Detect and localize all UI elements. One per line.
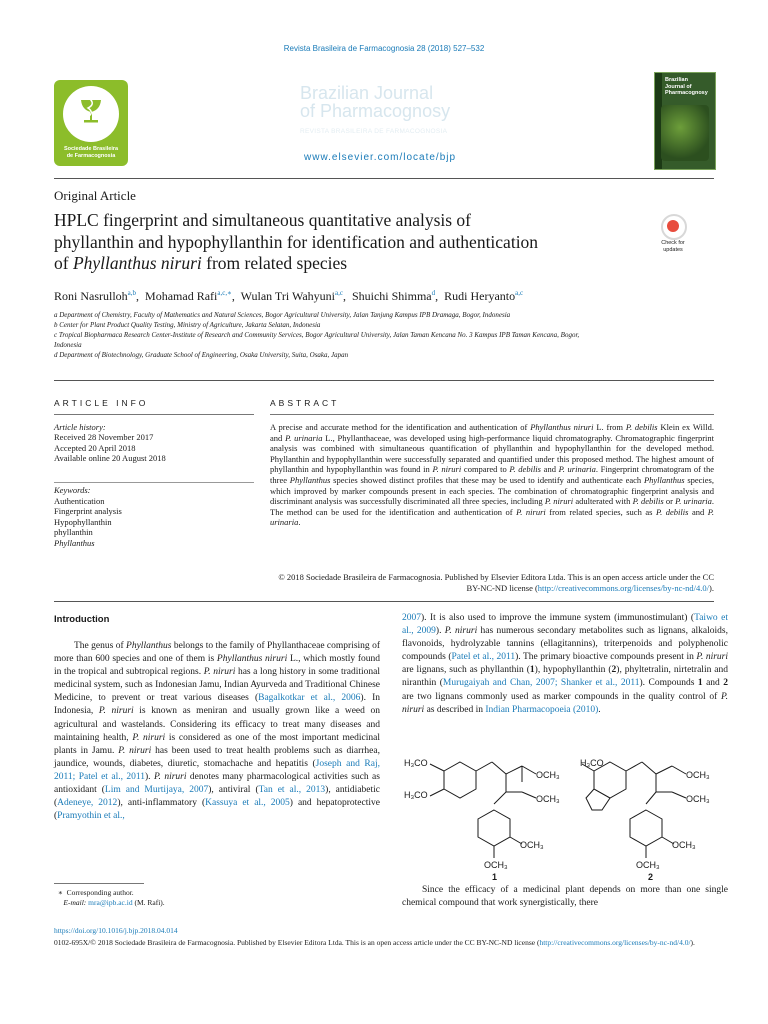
- title-line: HPLC fingerprint and simultaneous quantitative analysis of: [54, 210, 472, 230]
- pharmacy-cup-icon: [76, 96, 106, 126]
- affiliation: Indonesia: [54, 341, 82, 349]
- author-link[interactable]: Rudi Heryanto$^{a,c}$: [444, 289, 524, 303]
- text-run: P. debilis: [655, 506, 689, 517]
- text-run: ), phyltetralin, nirtetralin and niranthin (: [402, 665, 728, 689]
- body-paragraph: [402, 884, 728, 910]
- text-run: 2: [611, 665, 617, 676]
- body-paragraph: [54, 640, 380, 823]
- license-statement: 0102-695X/© 2018 Sociedade Brasileira de Farmacognosia. Published by Elsevier Editora Ltda. This is an open access article under the CC BY-NC-ND license (http://creativecommons.org/licenses/by-nc-nd/4.0/).: [54, 938, 695, 947]
- chemical-structures-figure: [402, 752, 728, 882]
- citation-link[interactable]: 2007: [402, 613, 421, 623]
- affiliation: d Department of Biotechnology, Graduate School of Engineering, Osaka University, Suita, Osaka, Japan: [54, 351, 349, 359]
- doi-link[interactable]: https://doi.org/10.1016/j.bjp.2018.04.014: [54, 926, 178, 935]
- author-list: Roni Nasrulloh$^{a,b}$, Mohamad Rafi$^{a,c,∗}$, Wulan Tri Wahyuni$^{a,c}$, Shuichi Shimma$^d$, Rudi Heryanto$^{a,c}$: [54, 289, 524, 303]
- text-run: P. niruri: [696, 652, 728, 663]
- structure-label: OCH₃: [686, 794, 710, 804]
- keyword: Fingerprint analysis: [54, 506, 122, 516]
- text-run: ), antidiabetic (: [54, 785, 380, 809]
- text-run: P. niruri: [118, 745, 152, 756]
- citation-link[interactable]: Lim and Murtijaya, 2007: [104, 785, 209, 796]
- text-run: L., which mostly found in the tropical and subtropical regions.: [54, 654, 380, 678]
- text-run: P. niruri: [203, 667, 236, 678]
- text-run: ).: [435, 626, 445, 637]
- history-item: Accepted 20 April 2018: [54, 442, 136, 453]
- text-run: adulterated with: [573, 496, 633, 507]
- text-run: . The method can be used for the identification and authentication of: [270, 496, 714, 517]
- keyword: Phyllanthus: [54, 537, 95, 548]
- text-run: .: [598, 704, 601, 715]
- text-run: L. from: [593, 422, 626, 432]
- text-run: and: [702, 678, 724, 689]
- text-run: compared to: [461, 464, 510, 475]
- text-run: are lignans, such as phyllanthin (: [402, 665, 530, 676]
- text-run: P. niruri: [98, 706, 134, 717]
- text-run: from related species, such as: [545, 506, 656, 517]
- abstract-copyright: © 2018 Sociedade Brasileira de Farmacognosia. Published by Elsevier Editora Ltda. This is an open access article under the CC BY-NC-ND license (http://creativecommons.org/licenses/by-nc-nd/4.0/).: [278, 572, 714, 593]
- keyword: phyllanthin: [54, 527, 93, 537]
- section-heading-introduction: Introduction: [54, 614, 110, 625]
- keywords: [54, 485, 254, 548]
- title-line: phyllanthin and hypophyllanthin for identification and authentication: [54, 231, 539, 252]
- check-for-updates-button[interactable]: Check for updates: [656, 214, 690, 256]
- divider: [54, 883, 144, 884]
- email-link[interactable]: mra@ipb.ac.id: [88, 898, 133, 907]
- affiliation: c Tropical Biopharmaca Research Center-Institute of Research and Community Services, Bogor Agricultural University, Jalan Taman Kencana No. 3 Kampus IPB Taman Kencana, Bogor,: [54, 331, 580, 339]
- text-run: has numerous secondary metabolites such as lignans, alkaloids, flavonoids, hydrolyzable tannins (ellagitannins), triterpenoids and polyphenolic compounds (: [402, 626, 728, 663]
- history-item: Available online 20 August 2018: [54, 452, 166, 463]
- text-run: is considered as one of the most important medicinal plants in Jamu.: [54, 732, 380, 756]
- text-run: has a long history in some traditional medicinal system, such as Indonesian Jamu, Indian Ayurveda and Traditional Chinese Medicine, to prevent or treat various diseases (: [54, 667, 380, 704]
- journal-cover-image[interactable]: [654, 72, 716, 170]
- compound-number: 1: [492, 872, 498, 882]
- citation-link[interactable]: Joseph and Raj, 2011; Patel et al., 2011: [54, 758, 380, 782]
- text-run: ).: [145, 771, 154, 782]
- cover-title-line: Journal of: [665, 83, 692, 90]
- text-run: ). It is also used to improve the immune system (immunostimulant) (: [421, 613, 695, 623]
- citation-link[interactable]: Pramyothin et al.,: [57, 811, 125, 822]
- text-run: denotes many pharmacological activities such as antioxidant (: [54, 771, 380, 796]
- text-run: L., Phyllanthaceae, was developed using high-performance liquid chromatography. Chromatographic fingerprint analysis was combined with simultaneous quantification of phyllanthin and hypophyllanthin for the developed method. Phyllanthin and hypophyllanthin were successfully separated and quantified under this proposed method. The highest amount of phyllanthin and hypophyllanthin was found in: [270, 432, 714, 475]
- journal-title: [300, 84, 450, 120]
- article-type: Original Article: [54, 188, 136, 203]
- text-run: P. niruri: [402, 691, 728, 715]
- bookmark-icon: [667, 220, 679, 232]
- text-run: P. niruri: [132, 732, 166, 743]
- structure-label: OCH₃: [536, 770, 560, 780]
- text-run: Since the efficacy of a medicinal plant depends on more than one single chemical compound that work synergistically, there: [402, 885, 728, 909]
- citation-link[interactable]: Kassuya et al., 2005: [205, 798, 290, 809]
- license-link[interactable]: http://creativecommons.org/licenses/by-nc-nd/4.0/: [537, 582, 710, 593]
- text-run: Klein ex Willd. and: [270, 422, 715, 443]
- cover-title-line: Pharmacognosy: [665, 90, 708, 96]
- corresponding-author-footnote: ∗ Corresponding author. E-mail: mra@ipb.ac.id (M. Rafi).: [57, 888, 165, 907]
- text-run: The genus of: [74, 641, 127, 651]
- text-run: Phyllanthus niruri: [530, 422, 594, 432]
- structure-label: H₃CO: [580, 758, 604, 768]
- citation-link[interactable]: Indian Pharmacopoeia (2010): [485, 704, 599, 715]
- divider: [54, 482, 254, 483]
- keywords-label: Keywords:: [54, 485, 91, 495]
- text-run: ). The primary bioactive compounds present in: [515, 652, 697, 663]
- author-link[interactable]: Shuichi Shimma$^d$: [351, 289, 436, 303]
- text-run: Phyllanthus: [289, 474, 331, 485]
- title-line: of Phyllanthus niruri from related species: [54, 253, 348, 273]
- text-run: A precise and accurate method for the identification and authentication of: [270, 422, 531, 432]
- text-run: Phyllanthus niruri: [216, 654, 288, 665]
- structure-label: OCH₃: [536, 794, 560, 804]
- divider: [54, 601, 714, 602]
- divider: [54, 380, 714, 381]
- affiliations: [54, 310, 714, 360]
- text-run: ). In Indonesia,: [54, 693, 381, 717]
- text-run: P. debilis: [625, 422, 658, 432]
- text-run: has been used to treat health problems such as diarrhea, jaundice, wounds, diabetes, diuretic, stomachache and hepatitis (: [54, 745, 380, 769]
- text-run: ), hypophyllanthin (: [534, 665, 612, 676]
- structure-label: OCH₃: [686, 770, 710, 780]
- society-logo: [54, 80, 128, 166]
- text-run: is known as meniran and usually grown like a weed on agricultural and wastelands. Considering its efficacy to treat many diseases and maintaining health,: [54, 706, 380, 743]
- citation-link[interactable]: Murugaiyah and Chan, 2007; Shanker et al., 2011: [442, 678, 640, 689]
- history-label: Article history:: [54, 422, 106, 432]
- body-paragraph: [402, 612, 728, 717]
- text-run: P. niruri: [516, 506, 546, 517]
- text-run: P. niruri: [444, 626, 478, 637]
- text-run: . Fingerprint chromatogram of the three: [270, 464, 715, 485]
- compound-number: 2: [648, 872, 654, 882]
- affiliation: b Center for Plant Product Quality Testing, Ministry of Agriculture, Jakarta Selatan, Indonesia: [54, 321, 321, 329]
- abstract-text: [270, 422, 714, 528]
- citation-link[interactable]: Bagalkotkar et al., 2006: [258, 693, 361, 704]
- text-run: .: [298, 517, 301, 528]
- journal-url-link[interactable]: www.elsevier.com/locate/bjp: [304, 152, 457, 163]
- text-run: P. urinaria: [675, 496, 712, 507]
- society-name-line: Sociedade Brasileira: [63, 146, 119, 152]
- text-run: 2: [723, 678, 728, 689]
- journal-citation[interactable]: Revista Brasileira de Farmacognosia 28 (2018) 527–532: [283, 44, 485, 53]
- text-run: belongs to the family of Phyllanthaceae comprising of more than 600 species and one of them is: [54, 641, 380, 665]
- society-name-line: de Farmacognosia: [66, 153, 116, 159]
- cover-title-line: Brazilian: [665, 77, 688, 83]
- text-run: ), anti-inflammatory (: [117, 798, 206, 809]
- article-history: [54, 422, 254, 463]
- journal-title-line: Brazilian Journal: [300, 83, 434, 103]
- journal-title-line: of Pharmacognosy: [300, 101, 451, 121]
- text-run: P. urinaria: [558, 464, 596, 475]
- text-run: ). Compounds: [639, 678, 698, 689]
- structure-label: H₃CO: [404, 790, 428, 800]
- text-run: are two lignans commonly used as marker compounds in the quality control of: [402, 691, 722, 702]
- text-run: P. niruri: [153, 771, 187, 782]
- citation-link[interactable]: Tan et al., 2013: [258, 785, 326, 796]
- text-run: Phyllanthus: [643, 474, 685, 485]
- text-run: P. urinaria: [285, 432, 323, 443]
- history-item: Received 28 November 2017: [54, 432, 154, 443]
- divider: [54, 414, 254, 415]
- text-run: and: [688, 506, 708, 517]
- text-run: species showed distinct profiles that these may be used to identify and authenticate each: [330, 474, 644, 485]
- text-run: P. urinaria: [270, 506, 715, 528]
- text-run: ), antiviral (: [208, 785, 259, 796]
- citation-link[interactable]: Taiwo et al., 2009: [402, 613, 728, 637]
- divider: [270, 414, 714, 415]
- affiliation: a Department of Chemistry, Faculty of Mathematics and Natural Sciences, Bogor Agricultural University, Jalan Tanjung Kampus IPB Dramaga, Bogor, Indonesia: [54, 311, 511, 319]
- text-run: P. debilis: [509, 464, 541, 475]
- journal-subtitle: REVISTA BRASILEIRA DE FARMACOGNOSIA: [300, 128, 448, 135]
- divider: [54, 178, 714, 179]
- text-run: or: [663, 496, 676, 507]
- structure-label: OCH₃: [484, 860, 508, 870]
- text-run: 1: [529, 665, 535, 676]
- citation-link[interactable]: Patel et al., 2011: [451, 652, 516, 663]
- structure-label: H₃CO: [404, 758, 428, 768]
- journal-banner: [54, 72, 714, 172]
- abstract-heading: ABSTRACT: [270, 398, 340, 408]
- keyword: Hypophyllanthin: [54, 516, 112, 527]
- text-run: P. niruri: [432, 464, 462, 475]
- structure-label: OCH₃: [636, 860, 660, 870]
- keyword: Authentication: [54, 495, 105, 506]
- text-run: Phyllanthus: [126, 641, 172, 651]
- license-link[interactable]: http://creativecommons.org/licenses/by-nc-nd/4.0/: [539, 938, 691, 947]
- author-link[interactable]: Mohamad Rafi$^{a,c,∗}$: [145, 289, 232, 303]
- author-link[interactable]: Roni Nasrulloh$^{a,b}$: [54, 289, 137, 303]
- text-run: P. niruri: [544, 496, 574, 507]
- structure-label: OCH₃: [672, 840, 696, 850]
- citation-link[interactable]: Adeneye, 2012: [57, 798, 118, 809]
- text-run: species, which improved by marker compounds present in each species. The combination of chromatographic fingerprint analysis and discriminant analysis was successfully discriminated all three species, including: [270, 474, 714, 507]
- article-title: [54, 210, 654, 275]
- text-run: P. debilis: [632, 496, 664, 507]
- structure-label: OCH₃: [520, 840, 544, 850]
- text-run: 1: [697, 678, 703, 689]
- text-run: and: [540, 464, 559, 475]
- author-link[interactable]: Wulan Tri Wahyuni$^{a,c}$: [240, 289, 343, 303]
- text-run: as described in: [424, 704, 486, 715]
- text-run: ) and hepatoprotective (: [54, 798, 380, 822]
- article-info-heading: ARTICLE INFO: [54, 398, 149, 408]
